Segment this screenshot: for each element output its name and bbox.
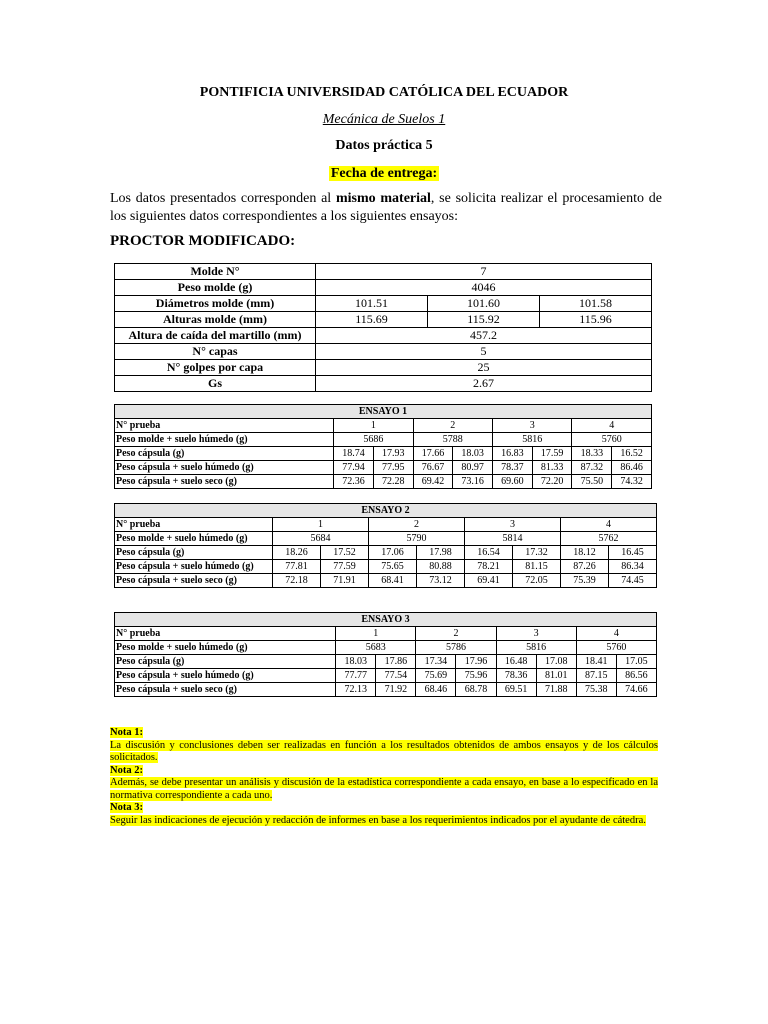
cell-value: 72.36	[334, 475, 374, 489]
cell-value: 71.91	[321, 574, 369, 588]
cell-value: 115.96	[540, 312, 652, 328]
row-label: N° prueba	[115, 627, 336, 641]
cell-value: 75.38	[576, 683, 616, 697]
cell-value: 72.28	[373, 475, 413, 489]
cell-value: 72.20	[532, 475, 572, 489]
cell-value: 5760	[572, 433, 652, 447]
row-label: Peso cápsula (g)	[115, 546, 273, 560]
cell-value: 69.42	[413, 475, 453, 489]
table-row	[115, 613, 657, 627]
cell-value: 5686	[334, 433, 413, 447]
cell-value: 25	[316, 360, 652, 376]
cell-value: 5786	[416, 641, 496, 655]
cell-value: 101.51	[316, 296, 428, 312]
cell-value: 5816	[493, 433, 572, 447]
cell-value: 68.46	[416, 683, 456, 697]
table-row	[115, 296, 652, 312]
cell-value: 17.59	[532, 447, 572, 461]
cell-value: 71.92	[376, 683, 416, 697]
row-label: Peso cápsula + suelo seco (g)	[115, 683, 336, 697]
cell-value: 5790	[369, 532, 465, 546]
note-text: La discusión y conclusiones deben ser realizadas en función a los resultados obtenidos de ambos ensayos y de los cálculos solicitados.	[110, 739, 658, 763]
row-label: Peso molde + suelo húmedo (g)	[115, 641, 336, 655]
cell-value: 101.58	[540, 296, 652, 312]
ensayo-1-table	[114, 404, 652, 489]
notes-block	[110, 727, 658, 827]
row-label: Peso cápsula + suelo seco (g)	[115, 475, 334, 489]
cell-value: 2	[416, 627, 496, 641]
cell-value: 18.74	[334, 447, 374, 461]
cell-value: 72.13	[336, 683, 376, 697]
cell-value: 69.60	[493, 475, 533, 489]
row-label: Peso cápsula + suelo húmedo (g)	[115, 560, 273, 574]
table-row	[115, 264, 652, 280]
university-title: PONTIFICIA UNIVERSIDAD CATÓLICA DEL ECUADOR	[199, 85, 569, 100]
cell-value: 18.26	[273, 546, 321, 560]
table-row	[115, 504, 657, 518]
cell-value: 17.05	[616, 655, 656, 669]
ensayo-2-table	[114, 503, 657, 588]
table-row	[115, 560, 657, 574]
cell-value: 2.67	[316, 376, 652, 392]
cell-value: 81.01	[536, 669, 576, 683]
cell-value: 68.78	[456, 683, 496, 697]
cell-value: 18.12	[561, 546, 609, 560]
cell-value: 5684	[273, 532, 369, 546]
cell-value: 73.12	[417, 574, 465, 588]
cell-value: 115.69	[316, 312, 428, 328]
course-title: Mecánica de Suelos 1	[322, 112, 446, 127]
table-row	[115, 344, 652, 360]
cell-value: 77.94	[334, 461, 374, 475]
cell-value: 16.45	[609, 546, 657, 560]
cell-value: 72.05	[513, 574, 561, 588]
cell-value: 4	[576, 627, 656, 641]
cell-value: 5	[316, 344, 652, 360]
cell-value: 16.52	[612, 447, 652, 461]
ensayo-title: ENSAYO 2	[115, 504, 657, 518]
ensayo-3-table	[114, 612, 657, 697]
cell-value: 77.54	[376, 669, 416, 683]
cell-value: 2	[413, 419, 492, 433]
cell-value: 17.34	[416, 655, 456, 669]
note-text: Además, se debe presentar un análisis y discusión de la estadística correspondiente a cada ensayo, en base a lo especificado en la normativa correspondiente a cada uno.	[110, 777, 658, 801]
cell-value: 16.54	[465, 546, 513, 560]
row-label: Gs	[115, 376, 316, 392]
row-label: N° prueba	[115, 518, 273, 532]
cell-value: 78.36	[496, 669, 536, 683]
cell-value: 75.50	[572, 475, 612, 489]
cell-value: 81.15	[513, 560, 561, 574]
table-row	[115, 447, 652, 461]
cell-value: 77.81	[273, 560, 321, 574]
cell-value: 87.32	[572, 461, 612, 475]
cell-value: 5683	[336, 641, 416, 655]
cell-value: 73.16	[453, 475, 493, 489]
cell-value: 77.59	[321, 560, 369, 574]
cell-value: 69.51	[496, 683, 536, 697]
proctor-table	[114, 263, 652, 392]
row-label: N° golpes por capa	[115, 360, 316, 376]
cell-value: 75.69	[416, 669, 456, 683]
table-row	[115, 312, 652, 328]
table-row	[115, 641, 657, 655]
intro-text-1: Los datos presentados corresponden al	[110, 191, 336, 206]
cell-value: 18.03	[453, 447, 493, 461]
cell-value: 80.97	[453, 461, 493, 475]
table-row	[115, 280, 652, 296]
cell-value: 71.88	[536, 683, 576, 697]
cell-value: 5762	[561, 532, 657, 546]
cell-value: 4	[561, 518, 657, 532]
row-label: Peso molde (g)	[115, 280, 316, 296]
cell-value: 5816	[496, 641, 576, 655]
cell-value: 5788	[413, 433, 492, 447]
table-row	[115, 376, 652, 392]
row-label: Peso cápsula + suelo seco (g)	[115, 574, 273, 588]
cell-value: 1	[273, 518, 369, 532]
cell-value: 75.65	[369, 560, 417, 574]
cell-value: 18.41	[576, 655, 616, 669]
cell-value: 3	[465, 518, 561, 532]
note-title: Nota 2:	[110, 764, 143, 776]
row-label: Diámetros molde (mm)	[115, 296, 316, 312]
cell-value: 74.66	[616, 683, 656, 697]
cell-value: 7	[316, 264, 652, 280]
intro-bold: mismo material	[335, 191, 431, 206]
cell-value: 2	[369, 518, 465, 532]
cell-value: 74.32	[612, 475, 652, 489]
table-row	[115, 405, 652, 419]
cell-value: 17.08	[536, 655, 576, 669]
row-label: Peso cápsula (g)	[115, 447, 334, 461]
row-label: Peso cápsula + suelo húmedo (g)	[115, 461, 334, 475]
table-row	[115, 574, 657, 588]
cell-value: 80.88	[417, 560, 465, 574]
cell-value: 75.96	[456, 669, 496, 683]
cell-value: 68.41	[369, 574, 417, 588]
cell-value: 77.95	[373, 461, 413, 475]
cell-value: 17.06	[369, 546, 417, 560]
row-label: N° capas	[115, 344, 316, 360]
cell-value: 3	[493, 419, 572, 433]
cell-value: 5814	[465, 532, 561, 546]
cell-value: 17.32	[513, 546, 561, 560]
cell-value: 4046	[316, 280, 652, 296]
intro-text-2: , se solicita realizar el procesamiento de los siguientes datos correspondientes a los siguientes ensayos:	[110, 191, 662, 224]
note-text: Seguir las indicaciones de ejecución y redacción de informes en base a los requerimientos indicados por el ayudante de cátedra.	[110, 814, 646, 826]
cell-value: 18.03	[336, 655, 376, 669]
cell-value: 1	[336, 627, 416, 641]
cell-value: 77.77	[336, 669, 376, 683]
cell-value: 17.86	[376, 655, 416, 669]
cell-value: 17.98	[417, 546, 465, 560]
cell-value: 72.18	[273, 574, 321, 588]
row-label: Altura de caída del martillo (mm)	[115, 328, 316, 344]
row-label: Peso cápsula + suelo húmedo (g)	[115, 669, 336, 683]
table-row	[115, 518, 657, 532]
cell-value: 75.39	[561, 574, 609, 588]
due-date-label	[0, 164, 768, 182]
cell-value: 1	[334, 419, 413, 433]
ensayo-title: ENSAYO 1	[115, 405, 652, 419]
table-row	[115, 360, 652, 376]
note-title: Nota 3:	[110, 802, 143, 813]
cell-value: 86.46	[612, 461, 652, 475]
section-title: PROCTOR MODIFICADO:	[110, 233, 296, 249]
cell-value: 74.45	[609, 574, 657, 588]
cell-value: 17.96	[456, 655, 496, 669]
row-label: Peso cápsula (g)	[115, 655, 336, 669]
cell-value: 78.37	[493, 461, 533, 475]
row-label: Peso molde + suelo húmedo (g)	[115, 433, 334, 447]
cell-value: 69.41	[465, 574, 513, 588]
ensayo-title: ENSAYO 3	[115, 613, 657, 627]
table-row	[115, 475, 652, 489]
cell-value: 17.66	[413, 447, 453, 461]
row-label: Alturas molde (mm)	[115, 312, 316, 328]
row-label: Peso molde + suelo húmedo (g)	[115, 532, 273, 546]
cell-value: 78.21	[465, 560, 513, 574]
table-row	[115, 683, 657, 697]
table-row	[115, 669, 657, 683]
note-title: Nota 1:	[110, 727, 143, 738]
cell-value: 16.48	[496, 655, 536, 669]
cell-value: 87.26	[561, 560, 609, 574]
table-row	[115, 627, 657, 641]
table-row	[115, 532, 657, 546]
table-row	[115, 461, 652, 475]
cell-value: 81.33	[532, 461, 572, 475]
cell-value: 101.60	[428, 296, 540, 312]
table-row	[115, 433, 652, 447]
cell-value: 115.92	[428, 312, 540, 328]
cell-value: 457.2	[316, 328, 652, 344]
table-row	[115, 546, 657, 560]
practice-title: Datos práctica 5	[335, 138, 433, 153]
table-row	[115, 655, 657, 669]
row-label: N° prueba	[115, 419, 334, 433]
cell-value: 76.67	[413, 461, 453, 475]
cell-value: 16.83	[493, 447, 533, 461]
table-row	[115, 328, 652, 344]
due-date-highlight: Fecha de entrega:	[330, 166, 438, 181]
cell-value: 17.52	[321, 546, 369, 560]
table-row	[115, 419, 652, 433]
cell-value: 18.33	[572, 447, 612, 461]
row-label: Molde N°	[115, 264, 316, 280]
cell-value: 3	[496, 627, 576, 641]
cell-value: 17.93	[373, 447, 413, 461]
cell-value: 87.15	[576, 669, 616, 683]
cell-value: 86.34	[609, 560, 657, 574]
cell-value: 5760	[576, 641, 656, 655]
cell-value: 86.56	[616, 669, 656, 683]
intro-paragraph	[110, 190, 662, 226]
cell-value: 4	[572, 419, 652, 433]
